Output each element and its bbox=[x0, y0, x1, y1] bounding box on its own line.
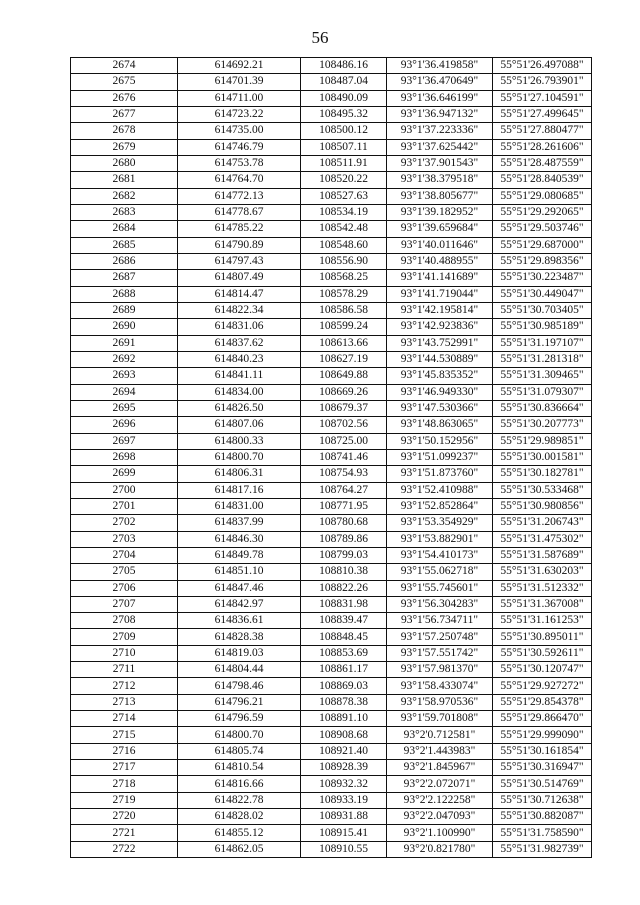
x-coordinate-cell: 614692.21 bbox=[178, 58, 301, 74]
table-row bbox=[71, 498, 592, 514]
x-coordinate-cell: 614753.78 bbox=[178, 155, 301, 171]
latitude-cell: 55°51'31.161253" bbox=[493, 613, 592, 629]
longitude-cell: 93°2'2.072071" bbox=[387, 776, 493, 792]
latitude-cell: 55°51'30.882087" bbox=[493, 809, 592, 825]
y-coordinate-cell: 108500.12 bbox=[301, 123, 387, 139]
table-row bbox=[71, 400, 592, 416]
longitude-cell: 93°1'54.410173" bbox=[387, 547, 493, 563]
table-row bbox=[71, 139, 592, 155]
latitude-cell: 55°51'26.497088" bbox=[493, 58, 592, 74]
longitude-cell: 93°2'0.712581" bbox=[387, 727, 493, 743]
point-number-cell: 2683 bbox=[71, 204, 178, 220]
point-number-cell: 2708 bbox=[71, 613, 178, 629]
table-row bbox=[71, 760, 592, 776]
table-row bbox=[71, 155, 592, 171]
y-coordinate-cell: 108556.90 bbox=[301, 253, 387, 269]
table-row bbox=[71, 204, 592, 220]
latitude-cell: 55°51'28.487559" bbox=[493, 155, 592, 171]
y-coordinate-cell: 108822.26 bbox=[301, 580, 387, 596]
latitude-cell: 55°51'31.758590" bbox=[493, 825, 592, 841]
table-row bbox=[71, 351, 592, 367]
table-row bbox=[71, 596, 592, 612]
table-row bbox=[71, 678, 592, 694]
point-number-cell: 2706 bbox=[71, 580, 178, 596]
x-coordinate-cell: 614790.89 bbox=[178, 237, 301, 253]
latitude-cell: 55°51'30.120747" bbox=[493, 662, 592, 678]
table-row bbox=[71, 286, 592, 302]
table-row bbox=[71, 466, 592, 482]
latitude-cell: 55°51'30.985189" bbox=[493, 319, 592, 335]
longitude-cell: 93°2'2.047093" bbox=[387, 809, 493, 825]
x-coordinate-cell: 614797.43 bbox=[178, 253, 301, 269]
table-row bbox=[71, 90, 592, 106]
point-number-cell: 2715 bbox=[71, 727, 178, 743]
latitude-cell: 55°51'30.712638" bbox=[493, 792, 592, 808]
longitude-cell: 93°1'40.488955" bbox=[387, 253, 493, 269]
latitude-cell: 55°51'29.989851" bbox=[493, 433, 592, 449]
latitude-cell: 55°51'30.980856" bbox=[493, 498, 592, 514]
y-coordinate-cell: 108908.68 bbox=[301, 727, 387, 743]
table-row bbox=[71, 645, 592, 661]
latitude-cell: 55°51'27.499645" bbox=[493, 106, 592, 122]
longitude-cell: 93°1'46.949330" bbox=[387, 384, 493, 400]
x-coordinate-cell: 614841.11 bbox=[178, 368, 301, 384]
point-number-cell: 2692 bbox=[71, 351, 178, 367]
y-coordinate-cell: 108878.38 bbox=[301, 694, 387, 710]
x-coordinate-cell: 614851.10 bbox=[178, 564, 301, 580]
x-coordinate-cell: 614816.66 bbox=[178, 776, 301, 792]
point-number-cell: 2699 bbox=[71, 466, 178, 482]
longitude-cell: 93°1'44.530889" bbox=[387, 351, 493, 367]
table-row bbox=[71, 417, 592, 433]
longitude-cell: 93°1'36.646199" bbox=[387, 90, 493, 106]
longitude-cell: 93°2'1.100990" bbox=[387, 825, 493, 841]
y-coordinate-cell: 108725.00 bbox=[301, 433, 387, 449]
latitude-cell: 55°51'29.687000" bbox=[493, 237, 592, 253]
longitude-cell: 93°2'0.821780" bbox=[387, 841, 493, 857]
longitude-cell: 93°1'37.901543" bbox=[387, 155, 493, 171]
longitude-cell: 93°1'37.625442" bbox=[387, 139, 493, 155]
point-number-cell: 2721 bbox=[71, 825, 178, 841]
y-coordinate-cell: 108931.88 bbox=[301, 809, 387, 825]
table-row bbox=[71, 613, 592, 629]
x-coordinate-cell: 614798.46 bbox=[178, 678, 301, 694]
x-coordinate-cell: 614701.39 bbox=[178, 74, 301, 90]
point-number-cell: 2719 bbox=[71, 792, 178, 808]
longitude-cell: 93°1'43.752991" bbox=[387, 335, 493, 351]
latitude-cell: 55°51'29.080685" bbox=[493, 188, 592, 204]
x-coordinate-cell: 614817.16 bbox=[178, 482, 301, 498]
longitude-cell: 93°1'45.835352" bbox=[387, 368, 493, 384]
x-coordinate-cell: 614834.00 bbox=[178, 384, 301, 400]
latitude-cell: 55°51'31.281318" bbox=[493, 351, 592, 367]
x-coordinate-cell: 614796.59 bbox=[178, 711, 301, 727]
x-coordinate-cell: 614800.70 bbox=[178, 449, 301, 465]
table-row bbox=[71, 384, 592, 400]
y-coordinate-cell: 108810.38 bbox=[301, 564, 387, 580]
x-coordinate-cell: 614814.47 bbox=[178, 286, 301, 302]
table-row bbox=[71, 172, 592, 188]
y-coordinate-cell: 108869.03 bbox=[301, 678, 387, 694]
latitude-cell: 55°51'30.592611" bbox=[493, 645, 592, 661]
point-number-cell: 2700 bbox=[71, 482, 178, 498]
y-coordinate-cell: 108799.03 bbox=[301, 547, 387, 563]
longitude-cell: 93°1'36.470649" bbox=[387, 74, 493, 90]
longitude-cell: 93°1'38.379518" bbox=[387, 172, 493, 188]
point-number-cell: 2696 bbox=[71, 417, 178, 433]
x-coordinate-cell: 614840.23 bbox=[178, 351, 301, 367]
x-coordinate-cell: 614847.46 bbox=[178, 580, 301, 596]
y-coordinate-cell: 108754.93 bbox=[301, 466, 387, 482]
table-row bbox=[71, 825, 592, 841]
point-number-cell: 2684 bbox=[71, 221, 178, 237]
latitude-cell: 55°51'31.197107" bbox=[493, 335, 592, 351]
point-number-cell: 2681 bbox=[71, 172, 178, 188]
x-coordinate-cell: 614764.70 bbox=[178, 172, 301, 188]
y-coordinate-cell: 108568.25 bbox=[301, 270, 387, 286]
x-coordinate-cell: 614796.21 bbox=[178, 694, 301, 710]
point-number-cell: 2687 bbox=[71, 270, 178, 286]
point-number-cell: 2694 bbox=[71, 384, 178, 400]
longitude-cell: 93°1'58.970536" bbox=[387, 694, 493, 710]
longitude-cell: 93°2'2.122258" bbox=[387, 792, 493, 808]
table-row bbox=[71, 302, 592, 318]
x-coordinate-cell: 614800.33 bbox=[178, 433, 301, 449]
y-coordinate-cell: 108520.22 bbox=[301, 172, 387, 188]
point-number-cell: 2703 bbox=[71, 531, 178, 547]
y-coordinate-cell: 108780.68 bbox=[301, 515, 387, 531]
y-coordinate-cell: 108933.19 bbox=[301, 792, 387, 808]
longitude-cell: 93°1'36.947132" bbox=[387, 106, 493, 122]
point-number-cell: 2710 bbox=[71, 645, 178, 661]
y-coordinate-cell: 108839.47 bbox=[301, 613, 387, 629]
latitude-cell: 55°51'30.001581" bbox=[493, 449, 592, 465]
table-row bbox=[71, 482, 592, 498]
point-number-cell: 2691 bbox=[71, 335, 178, 351]
table-row bbox=[71, 564, 592, 580]
latitude-cell: 55°51'29.927272" bbox=[493, 678, 592, 694]
latitude-cell: 55°51'30.449047" bbox=[493, 286, 592, 302]
point-number-cell: 2690 bbox=[71, 319, 178, 335]
latitude-cell: 55°51'28.840539" bbox=[493, 172, 592, 188]
y-coordinate-cell: 108613.66 bbox=[301, 335, 387, 351]
longitude-cell: 93°1'57.551742" bbox=[387, 645, 493, 661]
y-coordinate-cell: 108542.48 bbox=[301, 221, 387, 237]
x-coordinate-cell: 614855.12 bbox=[178, 825, 301, 841]
latitude-cell: 55°51'30.207773" bbox=[493, 417, 592, 433]
latitude-cell: 55°51'30.161854" bbox=[493, 743, 592, 759]
point-number-cell: 2685 bbox=[71, 237, 178, 253]
y-coordinate-cell: 108649.88 bbox=[301, 368, 387, 384]
table-row bbox=[71, 792, 592, 808]
table-row bbox=[71, 58, 592, 74]
table-row bbox=[71, 449, 592, 465]
x-coordinate-cell: 614826.50 bbox=[178, 400, 301, 416]
longitude-cell: 93°1'37.223336" bbox=[387, 123, 493, 139]
y-coordinate-cell: 108928.39 bbox=[301, 760, 387, 776]
latitude-cell: 55°51'29.866470" bbox=[493, 711, 592, 727]
latitude-cell: 55°51'29.999090" bbox=[493, 727, 592, 743]
x-coordinate-cell: 614822.34 bbox=[178, 302, 301, 318]
point-number-cell: 2705 bbox=[71, 564, 178, 580]
longitude-cell: 93°1'53.882901" bbox=[387, 531, 493, 547]
point-number-cell: 2716 bbox=[71, 743, 178, 759]
x-coordinate-cell: 614810.54 bbox=[178, 760, 301, 776]
x-coordinate-cell: 614800.70 bbox=[178, 727, 301, 743]
latitude-cell: 55°51'27.880477" bbox=[493, 123, 592, 139]
y-coordinate-cell: 108507.11 bbox=[301, 139, 387, 155]
longitude-cell: 93°1'57.981370" bbox=[387, 662, 493, 678]
x-coordinate-cell: 614735.00 bbox=[178, 123, 301, 139]
y-coordinate-cell: 108741.46 bbox=[301, 449, 387, 465]
table-row bbox=[71, 253, 592, 269]
table-row bbox=[71, 841, 592, 857]
latitude-cell: 55°51'29.854378" bbox=[493, 694, 592, 710]
latitude-cell: 55°51'30.514769" bbox=[493, 776, 592, 792]
x-coordinate-cell: 614822.78 bbox=[178, 792, 301, 808]
point-number-cell: 2704 bbox=[71, 547, 178, 563]
x-coordinate-cell: 614772.13 bbox=[178, 188, 301, 204]
y-coordinate-cell: 108486.16 bbox=[301, 58, 387, 74]
coordinates-table-body bbox=[71, 58, 592, 858]
point-number-cell: 2689 bbox=[71, 302, 178, 318]
y-coordinate-cell: 108764.27 bbox=[301, 482, 387, 498]
point-number-cell: 2698 bbox=[71, 449, 178, 465]
longitude-cell: 93°2'1.443983" bbox=[387, 743, 493, 759]
longitude-cell: 93°1'51.873760" bbox=[387, 466, 493, 482]
x-coordinate-cell: 614846.30 bbox=[178, 531, 301, 547]
y-coordinate-cell: 108789.86 bbox=[301, 531, 387, 547]
point-number-cell: 2688 bbox=[71, 286, 178, 302]
table-row bbox=[71, 515, 592, 531]
table-row bbox=[71, 188, 592, 204]
point-number-cell: 2678 bbox=[71, 123, 178, 139]
point-number-cell: 2713 bbox=[71, 694, 178, 710]
latitude-cell: 55°51'31.367008" bbox=[493, 596, 592, 612]
y-coordinate-cell: 108679.37 bbox=[301, 400, 387, 416]
y-coordinate-cell: 108627.19 bbox=[301, 351, 387, 367]
table-row bbox=[71, 662, 592, 678]
point-number-cell: 2717 bbox=[71, 760, 178, 776]
table-row bbox=[71, 727, 592, 743]
table-row bbox=[71, 433, 592, 449]
table-row bbox=[71, 106, 592, 122]
point-number-cell: 2679 bbox=[71, 139, 178, 155]
latitude-cell: 55°51'29.503746" bbox=[493, 221, 592, 237]
y-coordinate-cell: 108921.40 bbox=[301, 743, 387, 759]
point-number-cell: 2697 bbox=[71, 433, 178, 449]
longitude-cell: 93°1'55.745601" bbox=[387, 580, 493, 596]
table-row bbox=[71, 694, 592, 710]
y-coordinate-cell: 108495.32 bbox=[301, 106, 387, 122]
x-coordinate-cell: 614805.74 bbox=[178, 743, 301, 759]
point-number-cell: 2709 bbox=[71, 629, 178, 645]
table-row bbox=[71, 711, 592, 727]
longitude-cell: 93°1'40.011646" bbox=[387, 237, 493, 253]
latitude-cell: 55°51'30.533468" bbox=[493, 482, 592, 498]
longitude-cell: 93°1'52.410988" bbox=[387, 482, 493, 498]
longitude-cell: 93°1'38.805677" bbox=[387, 188, 493, 204]
point-number-cell: 2711 bbox=[71, 662, 178, 678]
x-coordinate-cell: 614723.22 bbox=[178, 106, 301, 122]
longitude-cell: 93°1'51.099237" bbox=[387, 449, 493, 465]
point-number-cell: 2707 bbox=[71, 596, 178, 612]
latitude-cell: 55°51'30.316947" bbox=[493, 760, 592, 776]
longitude-cell: 93°1'56.304283" bbox=[387, 596, 493, 612]
longitude-cell: 93°1'55.062718" bbox=[387, 564, 493, 580]
y-coordinate-cell: 108702.56 bbox=[301, 417, 387, 433]
point-number-cell: 2686 bbox=[71, 253, 178, 269]
latitude-cell: 55°51'30.223487" bbox=[493, 270, 592, 286]
y-coordinate-cell: 108669.26 bbox=[301, 384, 387, 400]
x-coordinate-cell: 614862.05 bbox=[178, 841, 301, 857]
point-number-cell: 2677 bbox=[71, 106, 178, 122]
y-coordinate-cell: 108586.58 bbox=[301, 302, 387, 318]
point-number-cell: 2682 bbox=[71, 188, 178, 204]
x-coordinate-cell: 614836.61 bbox=[178, 613, 301, 629]
x-coordinate-cell: 614807.06 bbox=[178, 417, 301, 433]
x-coordinate-cell: 614842.97 bbox=[178, 596, 301, 612]
x-coordinate-cell: 614837.99 bbox=[178, 515, 301, 531]
table-row bbox=[71, 629, 592, 645]
latitude-cell: 55°51'26.793901" bbox=[493, 74, 592, 90]
longitude-cell: 93°1'39.659684" bbox=[387, 221, 493, 237]
y-coordinate-cell: 108599.24 bbox=[301, 319, 387, 335]
y-coordinate-cell: 108511.91 bbox=[301, 155, 387, 171]
table-row bbox=[71, 809, 592, 825]
latitude-cell: 55°51'31.512332" bbox=[493, 580, 592, 596]
x-coordinate-cell: 614746.79 bbox=[178, 139, 301, 155]
y-coordinate-cell: 108853.69 bbox=[301, 645, 387, 661]
longitude-cell: 93°1'59.701808" bbox=[387, 711, 493, 727]
x-coordinate-cell: 614711.00 bbox=[178, 90, 301, 106]
latitude-cell: 55°51'30.182781" bbox=[493, 466, 592, 482]
point-number-cell: 2720 bbox=[71, 809, 178, 825]
x-coordinate-cell: 614785.22 bbox=[178, 221, 301, 237]
longitude-cell: 93°1'39.182952" bbox=[387, 204, 493, 220]
table-row bbox=[71, 335, 592, 351]
y-coordinate-cell: 108891.10 bbox=[301, 711, 387, 727]
y-coordinate-cell: 108910.55 bbox=[301, 841, 387, 857]
point-number-cell: 2722 bbox=[71, 841, 178, 857]
point-number-cell: 2680 bbox=[71, 155, 178, 171]
table-row bbox=[71, 270, 592, 286]
point-number-cell: 2714 bbox=[71, 711, 178, 727]
x-coordinate-cell: 614837.62 bbox=[178, 335, 301, 351]
x-coordinate-cell: 614806.31 bbox=[178, 466, 301, 482]
longitude-cell: 93°1'50.152956" bbox=[387, 433, 493, 449]
longitude-cell: 93°1'56.734711" bbox=[387, 613, 493, 629]
point-number-cell: 2695 bbox=[71, 400, 178, 416]
latitude-cell: 55°51'29.292065" bbox=[493, 204, 592, 220]
longitude-cell: 93°1'47.530366" bbox=[387, 400, 493, 416]
latitude-cell: 55°51'31.079307" bbox=[493, 384, 592, 400]
y-coordinate-cell: 108915.41 bbox=[301, 825, 387, 841]
table-row bbox=[71, 319, 592, 335]
x-coordinate-cell: 614804.44 bbox=[178, 662, 301, 678]
y-coordinate-cell: 108527.63 bbox=[301, 188, 387, 204]
y-coordinate-cell: 108548.60 bbox=[301, 237, 387, 253]
point-number-cell: 2712 bbox=[71, 678, 178, 694]
table-row bbox=[71, 368, 592, 384]
y-coordinate-cell: 108534.19 bbox=[301, 204, 387, 220]
y-coordinate-cell: 108861.17 bbox=[301, 662, 387, 678]
latitude-cell: 55°51'30.836664" bbox=[493, 400, 592, 416]
y-coordinate-cell: 108578.29 bbox=[301, 286, 387, 302]
table-row bbox=[71, 547, 592, 563]
longitude-cell: 93°1'41.141689" bbox=[387, 270, 493, 286]
x-coordinate-cell: 614831.06 bbox=[178, 319, 301, 335]
point-number-cell: 2718 bbox=[71, 776, 178, 792]
latitude-cell: 55°51'30.895011" bbox=[493, 629, 592, 645]
longitude-cell: 93°1'48.863065" bbox=[387, 417, 493, 433]
longitude-cell: 93°1'36.419858" bbox=[387, 58, 493, 74]
longitude-cell: 93°1'53.354929" bbox=[387, 515, 493, 531]
table-row bbox=[71, 74, 592, 90]
x-coordinate-cell: 614849.78 bbox=[178, 547, 301, 563]
table-row bbox=[71, 743, 592, 759]
y-coordinate-cell: 108487.04 bbox=[301, 74, 387, 90]
x-coordinate-cell: 614778.67 bbox=[178, 204, 301, 220]
point-number-cell: 2676 bbox=[71, 90, 178, 106]
latitude-cell: 55°51'31.475302" bbox=[493, 531, 592, 547]
latitude-cell: 55°51'30.703405" bbox=[493, 302, 592, 318]
longitude-cell: 93°1'41.719044" bbox=[387, 286, 493, 302]
page-number: 56 bbox=[311, 28, 329, 47]
table-row bbox=[71, 776, 592, 792]
table-row bbox=[71, 531, 592, 547]
longitude-cell: 93°1'42.923836" bbox=[387, 319, 493, 335]
point-number-cell: 2674 bbox=[71, 58, 178, 74]
y-coordinate-cell: 108932.32 bbox=[301, 776, 387, 792]
longitude-cell: 93°1'52.852864" bbox=[387, 498, 493, 514]
latitude-cell: 55°51'27.104591" bbox=[493, 90, 592, 106]
x-coordinate-cell: 614828.38 bbox=[178, 629, 301, 645]
table-row bbox=[71, 123, 592, 139]
x-coordinate-cell: 614807.49 bbox=[178, 270, 301, 286]
point-number-cell: 2675 bbox=[71, 74, 178, 90]
longitude-cell: 93°1'58.433074" bbox=[387, 678, 493, 694]
y-coordinate-cell: 108771.95 bbox=[301, 498, 387, 514]
latitude-cell: 55°51'29.898356" bbox=[493, 253, 592, 269]
latitude-cell: 55°51'28.261606" bbox=[493, 139, 592, 155]
x-coordinate-cell: 614831.00 bbox=[178, 498, 301, 514]
x-coordinate-cell: 614819.03 bbox=[178, 645, 301, 661]
longitude-cell: 93°1'42.195814" bbox=[387, 302, 493, 318]
latitude-cell: 55°51'31.309465" bbox=[493, 368, 592, 384]
latitude-cell: 55°51'31.587689" bbox=[493, 547, 592, 563]
point-number-cell: 2701 bbox=[71, 498, 178, 514]
y-coordinate-cell: 108490.09 bbox=[301, 90, 387, 106]
point-number-cell: 2693 bbox=[71, 368, 178, 384]
y-coordinate-cell: 108848.45 bbox=[301, 629, 387, 645]
longitude-cell: 93°2'1.845967" bbox=[387, 760, 493, 776]
latitude-cell: 55°51'31.982739" bbox=[493, 841, 592, 857]
table-row bbox=[71, 221, 592, 237]
longitude-cell: 93°1'57.250748" bbox=[387, 629, 493, 645]
x-coordinate-cell: 614828.02 bbox=[178, 809, 301, 825]
table-row bbox=[71, 237, 592, 253]
point-number-cell: 2702 bbox=[71, 515, 178, 531]
latitude-cell: 55°51'31.630203" bbox=[493, 564, 592, 580]
coordinates-table bbox=[70, 57, 592, 858]
latitude-cell: 55°51'31.206743" bbox=[493, 515, 592, 531]
y-coordinate-cell: 108831.98 bbox=[301, 596, 387, 612]
table-row bbox=[71, 580, 592, 596]
